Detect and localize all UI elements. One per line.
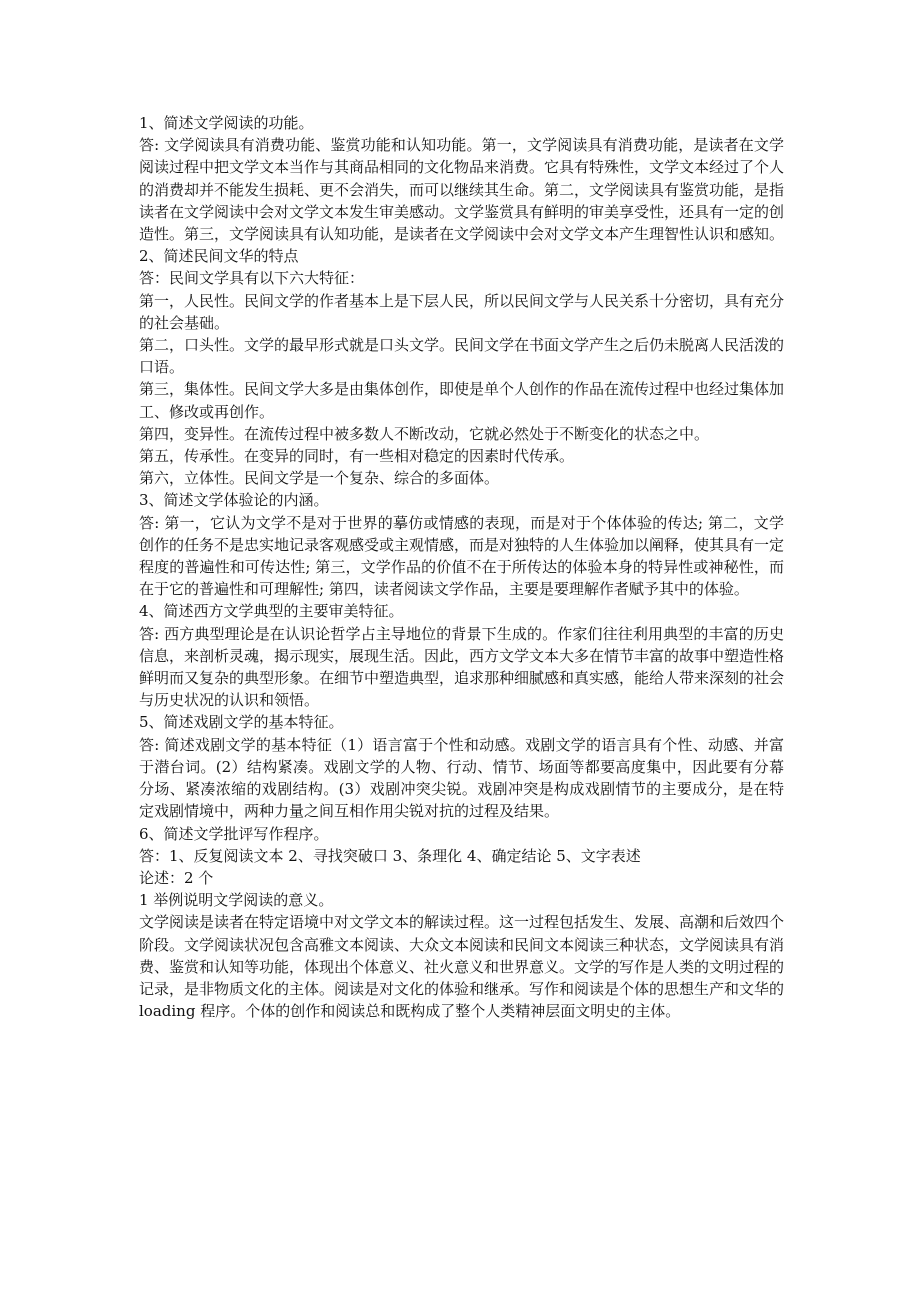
essay-1-answer: 文学阅读是读者在特定语境中对文学文本的解读过程。这一过程包括发生、发展、高潮和后效四个阶段。文学阅读状况包含高雅文本阅读、大众文本阅读和民间文本阅读三种状态，文学阅读具有消费、鉴赏和认知等功能，体现出个体意义、社火意义和世界意义。文学的写作是人类的文明过程的记录，是非物质文化的主体。阅读是对文化的体验和继承。写作和阅读是个体的思想生产和文华的 loading 程序。个体的创作和阅读总和既构成了整个人类精神层面文明史的主体。 xyxy=(139,913,785,1021)
question-3-heading: 3、简述文学体验论的内涵。 xyxy=(139,491,329,510)
question-2-heading: 2、简述民间文华的特点 xyxy=(139,247,299,266)
answer-4: 答: 西方典型理论是在认识论哲学占主导地位的背景下生成的。作家们往往利用典型的丰富的历史信息，来剖析灵魂，揭示现实，展现生活。因此，西方文学文本大多在情节丰富的故事中塑造性格鲜明而又复杂的典型形象。在细节中塑造典型，追求那种细腻感和真实感，能给人带来深刻的社会与历史状况的认识和领悟。 xyxy=(139,624,785,710)
essay-1-heading: 1 举例说明文学阅读的意义。 xyxy=(139,891,334,910)
feature-5: 第五，传承性。在变异的同时，有一些相对稳定的因素时代传承。 xyxy=(139,447,575,466)
question-4-heading: 4、简述西方文学典型的主要审美特征。 xyxy=(139,602,404,621)
question-6-heading: 6、简述文学批评写作程序。 xyxy=(139,824,329,843)
essay-section-heading: 论述：2 个 xyxy=(139,868,214,887)
answer-5: 答: 简述戏剧文学的基本特征（1）语言富于个性和动感。戏剧文学的语言具有个性、动感、并富于潜台词。(2）结构紧凑。戏剧文学的人物、行动、情节、场面等都要高度集中，因此要有分幕分场、紧凑浓缩的戏剧结构。(3）戏剧冲突尖锐。戏剧冲突是构成戏剧情节的主要成分，是在特定戏剧情境中，两种力量之间互相作用尖锐对抗的过程及结果。 xyxy=(139,735,784,821)
answer-6: 答：1、反复阅读文本 2、寻找突破口 3、条理化 4、确定结论 5、文字表述 xyxy=(139,846,641,865)
answer-1: 答: 文学阅读具有消费功能、鉴赏功能和认知功能。第一，文学阅读具有消费功能，是读者在文学阅读过程中把文学文本当作与其商品相同的文化物品来消费。它具有特殊性，文学文本经过了个人的消费却并不能发生损耗、更不会消失，而可以继续其生命。第二，文学阅读具有鉴赏功能，是指读者在文学阅读中会对文学文本发生审美感动。文学鉴赏具有鲜明的审美享受性，还具有一定的创造性。第三，文学阅读具有认知功能，是读者在文学阅读中会对文学文本产生理智性认识和感知。 xyxy=(139,136,785,244)
question-5-heading: 5、简述戏剧文学的基本特征。 xyxy=(139,713,344,732)
document-body xyxy=(139,112,784,1022)
feature-1: 第一，人民性。民间文学的作者基本上是下层人民，所以民间文学与人民关系十分密切，具有充分的社会基础。 xyxy=(139,291,785,332)
answer-2-intro: 答：民间文学具有以下六大特征： xyxy=(139,269,365,288)
question-1-heading: 1、简述文学阅读的功能。 xyxy=(139,114,314,132)
feature-4: 第四，变异性。在流传过程中被多数人不断改动，它就必然处于不断变化的状态之中。 xyxy=(139,424,710,443)
feature-3: 第三，集体性。民间文学大多是由集体创作，即使是单个人创作的作品在流传过程中也经过集体加工、修改或再创作。 xyxy=(139,380,785,421)
feature-2: 第二，口头性。文学的最早形式就是口头文学。民间文学在书面文学产生之后仍未脱离人民活泼的口语。 xyxy=(139,336,785,377)
feature-6: 第六，立体性。民间文学是一个复杂、综合的多面体。 xyxy=(139,469,500,488)
answer-3: 答: 第一，它认为文学不是对于世界的摹仿或情感的表现，而是对于个体体验的传达; 第二，文学创作的任务不是忠实地记录客观感受或主观情感，而是对独特的人生体验加以阐释，使其具有一定程度的普遍性和可传达性; 第三，文学作品的价值不在于所传达的体验本身的特异性或神秘性，而在于它的普遍性和可理解性; 第四，读者阅读文学作品，主要是要理解作者赋予其中的体验。 xyxy=(139,513,785,599)
